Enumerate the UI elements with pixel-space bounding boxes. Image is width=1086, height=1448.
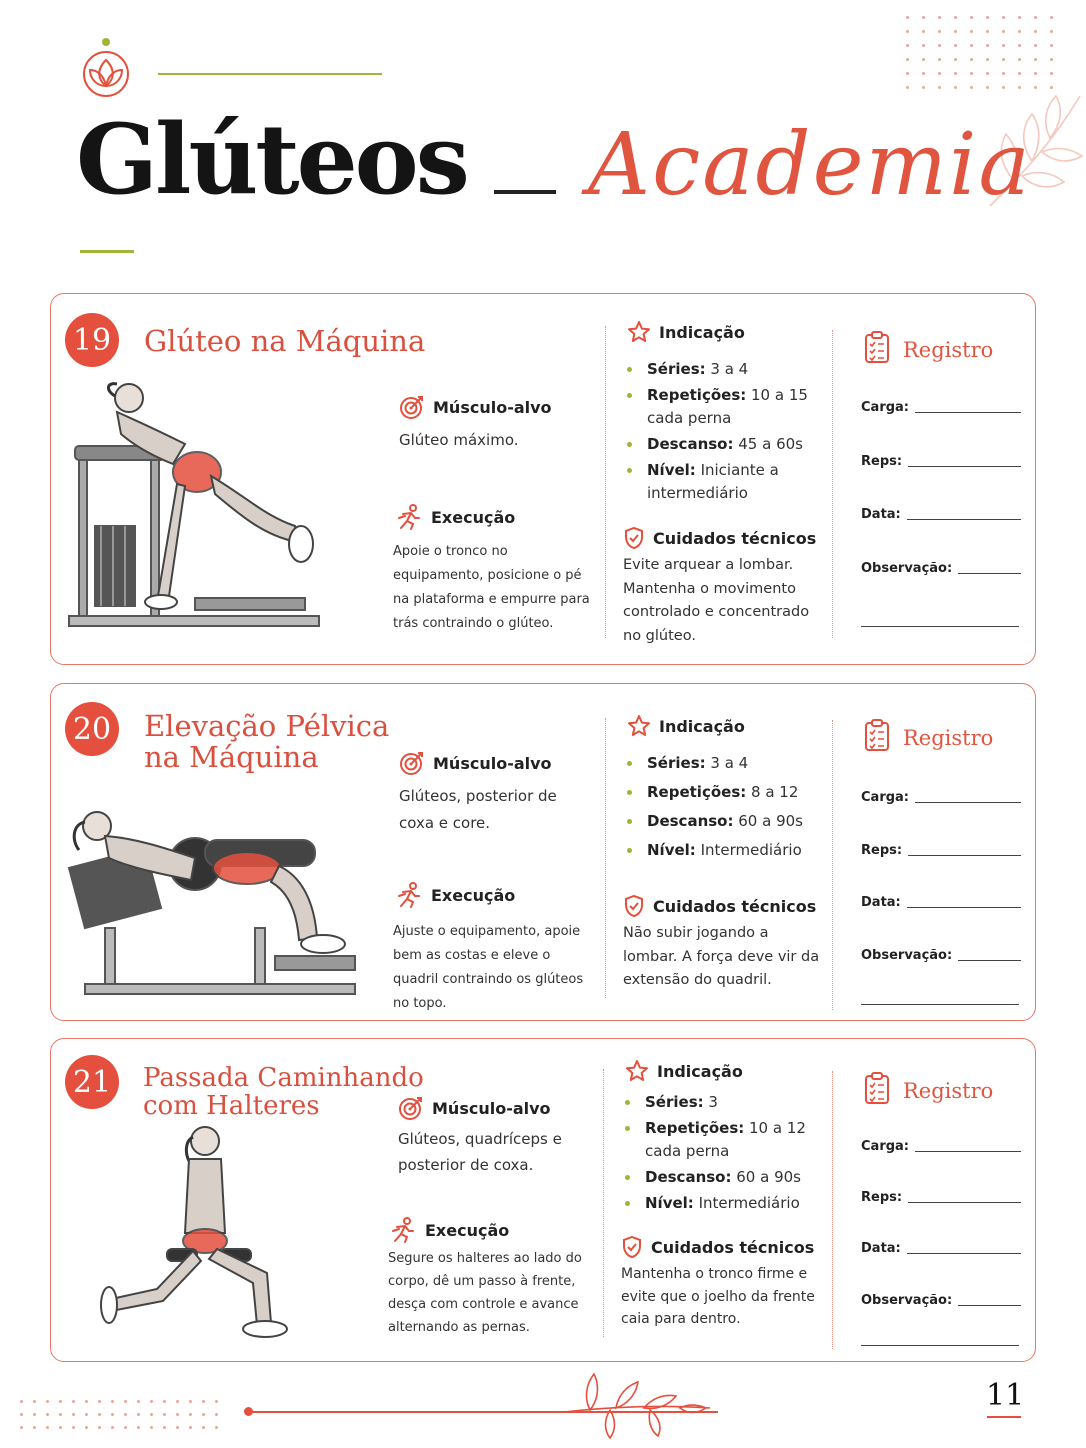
exercise-title-line1: Glúteo na Máquina (144, 324, 426, 358)
execution-text: Segure os halteres ao lado do corpo, dê um passo à frente, desça com controle e avance alternando as pernas. (388, 1251, 582, 1335)
list-item (623, 1091, 819, 1114)
decorative-dot (150, 1400, 153, 1403)
decorative-dot (954, 58, 957, 61)
decorative-dot (938, 16, 941, 19)
decorative-dot (970, 72, 973, 75)
decorative-dot (189, 1426, 192, 1429)
indication-list (623, 1091, 819, 1215)
observacao-label: Observação: (861, 1293, 953, 1308)
decorative-dot (72, 1400, 75, 1403)
decorative-dot (215, 1413, 218, 1416)
decorative-dot (906, 58, 909, 61)
muscle-target-label: Músculo-alvo (432, 1098, 551, 1118)
decorative-dot (150, 1413, 153, 1416)
exercise-title (144, 711, 389, 773)
muscle-target-heading (399, 394, 552, 420)
star-icon (625, 1059, 649, 1083)
indication-key: Séries: (647, 754, 706, 772)
indication-key: Séries: (647, 360, 706, 378)
page-number: 11 (986, 1378, 1025, 1413)
indication-key: Nível: (647, 841, 696, 859)
list-item (625, 781, 825, 804)
care-text: Evite arquear a lombar. Mantenha o movimento controlado e concentrado no glúteo. (623, 557, 810, 644)
indication-key: Repetições: (647, 386, 747, 404)
reps-field[interactable] (861, 1190, 1021, 1205)
reps-label: Reps: (861, 843, 903, 858)
clipboard-icon (863, 1071, 891, 1105)
muscle-target-text: Glúteos, posterior de coxa e core. (399, 787, 557, 832)
decorative-dot (938, 58, 941, 61)
care-heading (621, 1235, 814, 1259)
indication-key: Repetições: (645, 1119, 745, 1137)
decorative-dot (46, 1400, 49, 1403)
execution-label: Execução (431, 507, 516, 527)
column-divider (832, 720, 833, 1010)
indication-value: 45 a 60s (733, 435, 803, 453)
decorative-dot (970, 30, 973, 33)
decorative-dot (163, 1400, 166, 1403)
list-item (625, 433, 815, 456)
decorative-dot (1050, 16, 1053, 19)
list-item (625, 810, 825, 833)
decorative-dot (954, 16, 957, 19)
indication-value: Intermediário (693, 1194, 800, 1212)
indication-key: Descanso: (645, 1168, 732, 1186)
decorative-dot (98, 1400, 101, 1403)
registro-panel (861, 718, 1031, 1008)
decorative-dot (970, 58, 973, 61)
decorative-dot (954, 72, 957, 75)
indication-list (625, 358, 815, 505)
decorative-dot (906, 44, 909, 47)
shield-check-icon (623, 894, 645, 918)
care-heading (623, 894, 816, 918)
decorative-dot (137, 1426, 140, 1429)
decorative-dot (85, 1400, 88, 1403)
observacao-field[interactable] (861, 948, 1021, 963)
observacao-extra-line[interactable] (861, 626, 1019, 627)
decorative-dot (20, 1413, 23, 1416)
decorative-dot (1050, 30, 1053, 33)
decorative-dot (1034, 16, 1037, 19)
indication-value: 3 a 4 (705, 754, 749, 772)
indication-heading (627, 714, 745, 738)
list-item (625, 839, 825, 862)
title-dash (494, 190, 556, 194)
decorative-dots-bottom (20, 1400, 218, 1429)
title-underline (80, 250, 134, 253)
decorative-dot (98, 1426, 101, 1429)
decorative-dot (33, 1413, 36, 1416)
muscle-target-heading (399, 750, 552, 776)
indication-label: Indicação (659, 322, 745, 342)
decorative-dot (986, 72, 989, 75)
care-text: Não subir jogando a lombar. A força deve vir da extensão do quadril. (623, 925, 820, 988)
page-number-underline (987, 1416, 1021, 1418)
indication-value: 3 a 4 (705, 360, 749, 378)
decorative-dot (906, 86, 909, 89)
carga-label: Carga: (861, 790, 910, 805)
indication-heading (625, 1059, 743, 1083)
observacao-field[interactable] (861, 561, 1021, 576)
exercise-card-20 (50, 683, 1036, 1021)
exercise-title-line2: com Halteres (143, 1091, 320, 1121)
decorative-dot (970, 16, 973, 19)
indication-label: Indicação (659, 716, 745, 736)
decorative-dot (938, 44, 941, 47)
decorative-dot (85, 1426, 88, 1429)
decorative-dot (986, 58, 989, 61)
execution-label: Execução (425, 1220, 510, 1240)
reps-field[interactable] (861, 843, 1021, 858)
indication-value: 3 (703, 1093, 718, 1111)
data-field[interactable] (861, 1241, 1021, 1256)
registro-title: Registro (903, 726, 994, 750)
decorative-dot (954, 30, 957, 33)
registro-panel (861, 330, 1031, 630)
exercise-number: 20 (65, 702, 119, 756)
exercise-card-19 (50, 293, 1036, 665)
decorative-dot (938, 72, 941, 75)
indication-label: Indicação (657, 1061, 743, 1081)
decorative-dot (124, 1413, 127, 1416)
decorative-dot (1034, 72, 1037, 75)
registro-title: Registro (903, 338, 994, 362)
shield-check-icon (621, 1235, 643, 1259)
observacao-field[interactable] (861, 1293, 1021, 1308)
muscle-target-text: Glúteos, quadríceps e posterior de coxa. (398, 1130, 562, 1174)
observacao-extra-line[interactable] (861, 1345, 1019, 1346)
page-subtitle-script: Academia (588, 115, 1032, 215)
footer-dot (244, 1407, 253, 1416)
decorative-dot (59, 1400, 62, 1403)
exercise-title-line1: Passada Caminhando (143, 1063, 424, 1093)
target-icon (399, 750, 425, 776)
decorative-dot (163, 1426, 166, 1429)
list-item (625, 384, 815, 430)
decorative-dot (72, 1413, 75, 1416)
decorative-dot (938, 30, 941, 33)
exercise-card-21 (50, 1038, 1036, 1362)
decorative-dot (202, 1426, 205, 1429)
decorative-dot (1034, 44, 1037, 47)
decorative-dot (137, 1413, 140, 1416)
execution-text: Apoie o tronco no equipamento, posicione o pé na plataforma e empurre para trás contraindo o glúteo. (393, 544, 590, 631)
decorative-dot (922, 16, 925, 19)
exercise-title-line1: Elevação Pélvica (144, 709, 390, 743)
execution-heading (389, 1217, 509, 1243)
decorative-dot (124, 1400, 127, 1403)
decorative-dot (906, 16, 909, 19)
indication-value: 60 a 90s (731, 1168, 801, 1186)
decorative-dot (986, 44, 989, 47)
decorative-dot (938, 86, 941, 89)
header-accent-line (158, 73, 382, 75)
decorative-dot (111, 1426, 114, 1429)
decorative-dot (85, 1413, 88, 1416)
indication-value: 60 a 90s (733, 812, 803, 830)
execution-label: Execução (431, 885, 516, 905)
clipboard-icon (863, 330, 891, 364)
carga-field[interactable] (861, 790, 1021, 805)
decorative-dot (124, 1426, 127, 1429)
reps-label: Reps: (861, 1190, 903, 1205)
list-item (623, 1166, 819, 1189)
decorative-dot (59, 1426, 62, 1429)
decorative-dot (986, 16, 989, 19)
decorative-dot (1018, 30, 1021, 33)
decorative-dot (202, 1413, 205, 1416)
decorative-dot (176, 1400, 179, 1403)
decorative-dot (1002, 72, 1005, 75)
decorative-dot (20, 1400, 23, 1403)
reps-label: Reps: (861, 454, 903, 469)
star-icon (627, 714, 651, 738)
runner-icon (389, 1217, 417, 1243)
exercise-title (144, 326, 425, 357)
list-item (623, 1117, 819, 1163)
decorative-dot (137, 1400, 140, 1403)
care-heading (623, 526, 816, 550)
column-divider (832, 330, 833, 638)
decorative-dot (906, 72, 909, 75)
column-divider (603, 1069, 604, 1337)
execution-heading (395, 882, 515, 908)
decorative-dot (1002, 58, 1005, 61)
data-field[interactable] (861, 895, 1021, 910)
indication-key: Nível: (645, 1194, 694, 1212)
runner-icon (395, 882, 423, 908)
walking-lunge-illustration (97, 1123, 317, 1353)
column-divider (605, 326, 606, 638)
indication-key: Séries: (645, 1093, 704, 1111)
star-icon (627, 320, 651, 344)
decorative-dot (163, 1413, 166, 1416)
decorative-dot (1034, 30, 1037, 33)
muscle-target-label: Músculo-alvo (433, 397, 552, 417)
decorative-dot (33, 1426, 36, 1429)
decorative-dot (202, 1400, 205, 1403)
column-divider (832, 1071, 833, 1349)
decorative-dot (46, 1426, 49, 1429)
decorative-dot (1050, 58, 1053, 61)
list-item (625, 752, 825, 775)
decorative-dot (1018, 44, 1021, 47)
reps-field[interactable] (861, 454, 1021, 469)
indication-list (625, 752, 825, 862)
data-label: Data: (861, 1241, 901, 1256)
decorative-dot (1034, 58, 1037, 61)
indication-value: 8 a 12 (746, 783, 799, 801)
decorative-dot (1050, 44, 1053, 47)
decorative-dot (970, 44, 973, 47)
execution-heading (395, 504, 515, 530)
data-label: Data: (861, 895, 901, 910)
care-label: Cuidados técnicos (653, 528, 817, 548)
decorative-dot (176, 1413, 179, 1416)
list-item (625, 358, 815, 381)
decorative-dot (46, 1413, 49, 1416)
decorative-dot (111, 1400, 114, 1403)
decorative-dot (33, 1400, 36, 1403)
decorative-dot (111, 1413, 114, 1416)
decorative-dot (189, 1400, 192, 1403)
care-label: Cuidados técnicos (651, 1237, 815, 1257)
data-label: Data: (861, 507, 901, 522)
muscle-target-label: Músculo-alvo (433, 753, 552, 773)
data-field[interactable] (861, 507, 1021, 522)
decorative-dot (922, 86, 925, 89)
column-divider (605, 718, 606, 998)
registro-panel (861, 1071, 1031, 1351)
decorative-dot (176, 1426, 179, 1429)
indication-value: 10 a 15 cada perna (647, 386, 808, 427)
decorative-dot (1018, 16, 1021, 19)
clipboard-icon (863, 718, 891, 752)
decorative-dot (1050, 72, 1053, 75)
registro-title: Registro (903, 1079, 994, 1103)
decorative-dot (72, 1426, 75, 1429)
indication-heading (627, 320, 745, 344)
decorative-dot (1002, 44, 1005, 47)
observacao-label: Observação: (861, 561, 953, 576)
decorative-dot (922, 30, 925, 33)
page-title: Glúteos (76, 103, 467, 216)
indication-key: Nível: (647, 461, 696, 479)
muscle-target-text: Glúteo máximo. (399, 431, 519, 449)
indication-key: Descanso: (647, 812, 734, 830)
footer-branch-icon (560, 1368, 716, 1440)
care-text: Mantenha o tronco firme e evite que o joelho da frente caia para dentro. (621, 1266, 815, 1327)
decorative-dot (922, 58, 925, 61)
decorative-dot (215, 1400, 218, 1403)
decorative-dot (1002, 30, 1005, 33)
decorative-dot (1018, 58, 1021, 61)
list-item (623, 1192, 819, 1215)
decorative-dot (986, 30, 989, 33)
exercise-number: 21 (65, 1055, 119, 1109)
carga-label: Carga: (861, 1139, 910, 1154)
glute-machine-illustration (65, 376, 335, 646)
indication-value: Iniciante a intermediário (647, 461, 779, 502)
hip-thrust-machine-illustration (65, 788, 365, 998)
decorative-dot (189, 1413, 192, 1416)
decorative-dot (215, 1426, 218, 1429)
decorative-dot (59, 1413, 62, 1416)
decorative-dot (954, 44, 957, 47)
execution-text: Ajuste o equipamento, apoie bem as costas e eleve o quadril contraindo os glúteos no topo. (393, 924, 584, 1011)
decorative-dots-top (906, 16, 1053, 89)
exercise-number: 19 (65, 313, 119, 367)
carga-field[interactable] (861, 1139, 1021, 1154)
decorative-dot (922, 72, 925, 75)
decorative-dot (20, 1426, 23, 1429)
indication-value: 10 a 12 cada perna (645, 1119, 806, 1160)
indication-key: Descanso: (647, 435, 734, 453)
decorative-dot (1002, 16, 1005, 19)
indication-value: Intermediário (695, 841, 802, 859)
list-item (625, 459, 815, 505)
observacao-label: Observação: (861, 948, 953, 963)
observacao-extra-line[interactable] (861, 1004, 1019, 1005)
care-label: Cuidados técnicos (653, 896, 817, 916)
target-icon (399, 394, 425, 420)
runner-icon (395, 504, 423, 530)
target-icon (398, 1095, 424, 1121)
muscle-target-heading (398, 1095, 551, 1121)
shield-check-icon (623, 526, 645, 550)
decorative-dot (922, 44, 925, 47)
exercise-title (143, 1064, 424, 1120)
carga-label: Carga: (861, 400, 910, 415)
decorative-dot (906, 30, 909, 33)
carga-field[interactable] (861, 400, 1021, 415)
decorative-dot (1018, 72, 1021, 75)
decorative-dot (98, 1413, 101, 1416)
decorative-dot (150, 1426, 153, 1429)
indication-key: Repetições: (647, 783, 747, 801)
exercise-title-line2: na Máquina (144, 740, 319, 774)
lotus-logo-icon (74, 36, 136, 98)
decorative-dot (954, 86, 957, 89)
